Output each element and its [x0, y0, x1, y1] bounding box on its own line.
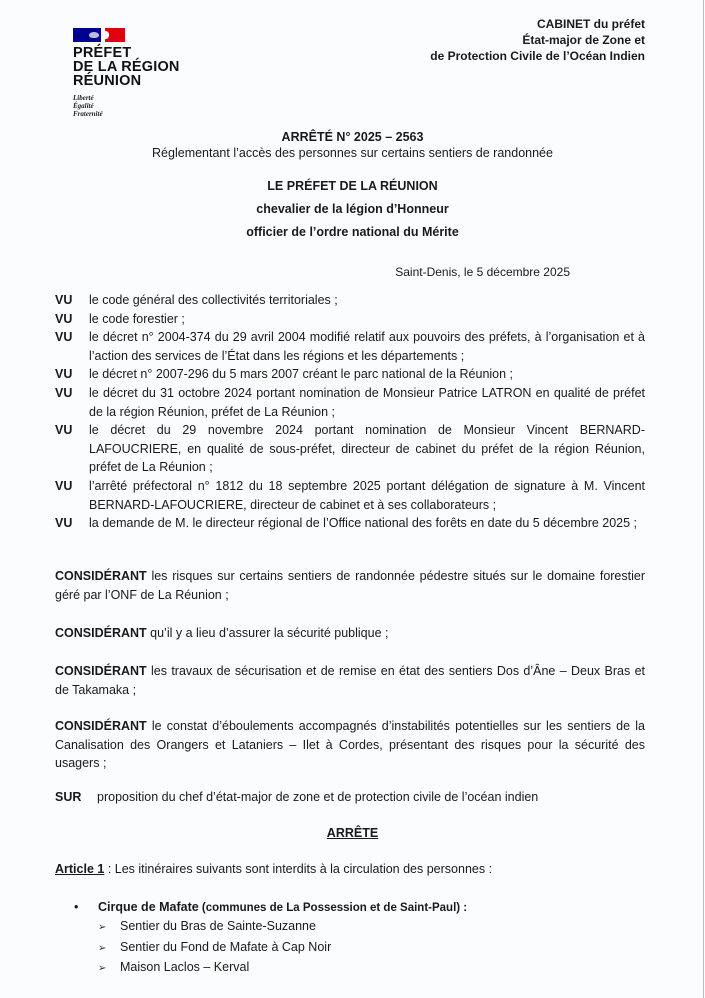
- vu-list: [55, 291, 645, 533]
- vu-label: VU: [55, 385, 73, 400]
- article-text: : Les itinéraires suivants sont interdits à la circulation des personnes :: [104, 862, 493, 876]
- vu-text: le code général des collectivités territoriales ;: [89, 293, 338, 307]
- office-line: CABINET du préfet: [537, 17, 645, 31]
- prefet-title-2: officier de l’ordre national du Mérite: [246, 225, 459, 239]
- motto-line: Liberté: [73, 94, 94, 102]
- zone-name: Cirque de Mafate: [98, 900, 199, 914]
- logo-title-line: DE LA RÉGION: [73, 59, 180, 75]
- vu-item: [55, 384, 645, 421]
- vu-label: VU: [55, 330, 73, 345]
- arrow-bullet-icon: ➢: [98, 963, 107, 974]
- trail-name: Sentier du Bras de Sainte-Suzanne: [120, 919, 316, 933]
- article-1: [55, 862, 492, 876]
- trail-item: [98, 917, 331, 938]
- office-line: État-major de Zone et: [522, 33, 645, 47]
- vu-label: VU: [55, 311, 73, 326]
- sur-clause: [55, 790, 538, 804]
- vu-label: VU: [55, 478, 73, 493]
- zone-communes: (communes de La Possession et de Saint-Paul) :: [198, 902, 468, 914]
- trail-item: [98, 938, 331, 959]
- prefecture-logo: [73, 28, 180, 118]
- vu-label: VU: [55, 367, 73, 382]
- motto-line: Fraternité: [73, 110, 103, 118]
- marianne-flag-icon: [73, 28, 180, 42]
- trail-name: Maison Laclos – Kerval: [120, 960, 250, 974]
- arrow-bullet-icon: ➢: [98, 942, 107, 954]
- vu-text: le décret n° 2007-296 du 5 mars 2007 créant le parc national de la Réunion ;: [89, 367, 514, 382]
- logo-title-line: PRÉFET: [73, 45, 132, 61]
- bullet-icon: •: [74, 900, 79, 914]
- considerant-item: [55, 567, 645, 604]
- trail-list: [98, 917, 331, 979]
- vu-text: le décret du 29 novembre 2024 portant nomination de Monsieur Vincent BERNARD-LAFOUCRIERE, en qualité de sous-préfet, directeur de cabinet du préfet de la région Réunion, préfet de La Réunion ;: [89, 423, 645, 475]
- vu-text: le code forestier ;: [89, 311, 185, 326]
- considerant-text: le constat d’éboulements accompagnés d’instabilités potentielles sur les sentiers de la Canalisation des Orangers et Lataniers – Ilet à Cordes, présentant des risques pour la sécurité des usagers ;: [55, 719, 645, 771]
- vu-item: [55, 514, 645, 533]
- logo-title: [73, 46, 180, 88]
- sur-label: SUR: [55, 790, 82, 804]
- considerant-item: [55, 717, 645, 773]
- office-line: de Protection Civile de l’Océan Indien: [430, 49, 645, 63]
- logo-title-line: RÉUNION: [73, 73, 142, 89]
- arrete-heading: [0, 826, 705, 840]
- vu-text: le décret n° 2004-374 du 29 avril 2004 modifié relatif aux pouvoirs des préfets, à l’organisation et à l’action des services de l’État dans les régions et les départements ;: [89, 330, 645, 363]
- arrete-heading-text: ARRÊTE: [326, 826, 379, 840]
- considerant-item: [55, 662, 645, 699]
- document-date: Saint-Denis, le 5 décembre 2025: [395, 265, 570, 279]
- considerant-label: CONSIDÉRANT: [55, 626, 147, 640]
- considerant-text: les travaux de sécurisation et de remise en état des sentiers Dos d’Âne – Deux Bras et de Takamaka ;: [55, 664, 645, 697]
- vu-item: [55, 291, 645, 310]
- considerant-label: CONSIDÉRANT: [55, 569, 147, 583]
- zone-item: [74, 900, 467, 914]
- prefet-heading: LE PRÉFET DE LA RÉUNION: [267, 179, 438, 193]
- vu-text: l’arrêté préfectoral n° 1812 du 18 septembre 2025 portant délégation de signature à M. Vincent BERNARD-LAFOUCRIERE, directeur de cabinet et à ses collaborateurs ;: [89, 478, 645, 512]
- article-label: Article 1: [55, 862, 105, 876]
- republic-motto: [73, 94, 180, 118]
- vu-label: VU: [55, 293, 73, 307]
- considerant-text: qu’il y a lieu d’assurer la sécurité publique ;: [150, 626, 389, 640]
- arrete-number: ARRÊTÉ N° 2025 – 2563: [281, 130, 424, 144]
- considerant-text: les risques sur certains sentiers de randonnée pédestre situés sur le domaine forestier géré par l’ONF de La Réunion ;: [55, 569, 645, 602]
- issuing-office: [430, 16, 645, 64]
- vu-item: [55, 365, 645, 384]
- sur-text: proposition du chef d’état-major de zone et de protection civile de l’océan indien: [97, 790, 539, 804]
- vu-item: [55, 477, 645, 514]
- vu-label: VU: [55, 516, 73, 531]
- vu-text: la demande de M. le directeur régional de l’Office national des forêts en date du 5 décembre 2025 ;: [89, 516, 638, 531]
- arrete-subtitle: Réglementant l’accès des personnes sur certains sentiers de randonnée: [152, 146, 553, 160]
- motto-line: Égalité: [73, 102, 94, 110]
- arrow-bullet-icon: ➢: [98, 922, 107, 933]
- vu-text: le décret du 31 octobre 2024 portant nomination de Monsieur Patrice LATRON en qualité de préfet de la région Réunion, préfet de La Réunion ;: [89, 385, 645, 419]
- considerant-label: CONSIDÉRANT: [55, 664, 147, 678]
- vu-label: VU: [55, 423, 73, 438]
- considerant-item: [55, 624, 645, 643]
- prefet-title-1: chevalier de la légion d’Honneur: [256, 202, 449, 216]
- considerant-label: CONSIDÉRANT: [55, 719, 147, 733]
- vu-item: [55, 328, 645, 365]
- trail-item: [98, 958, 331, 979]
- vu-item: [55, 310, 645, 329]
- trail-name: Sentier du Fond de Mafate à Cap Noir: [120, 939, 332, 954]
- vu-item: [55, 421, 645, 477]
